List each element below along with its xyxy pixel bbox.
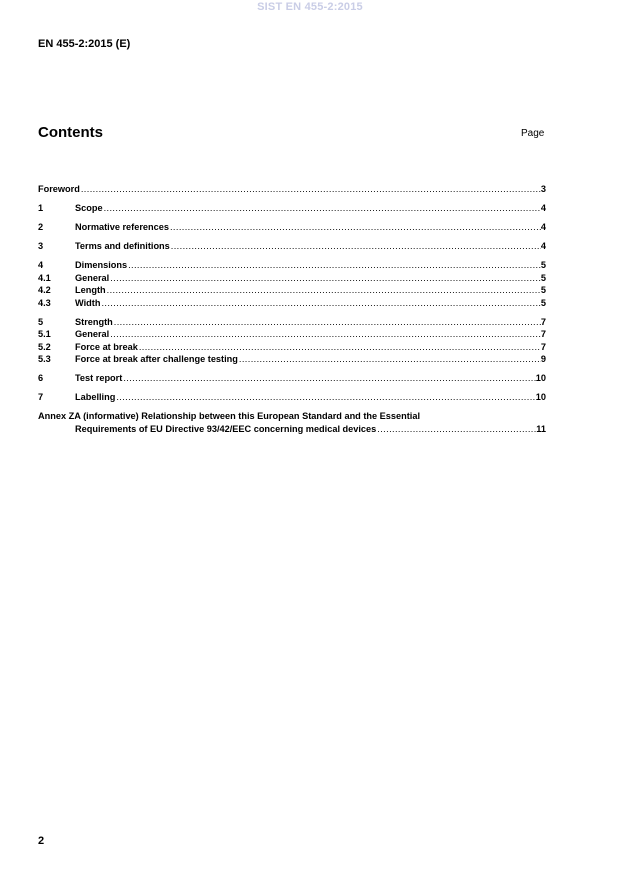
toc-entry-page: 5 [540,285,546,295]
toc-entry-scope[interactable] [38,202,546,215]
toc-entry-length[interactable] [38,284,546,297]
toc-entry-width[interactable] [38,297,546,310]
toc-entry-number: 5.1 [38,329,51,339]
toc-entry-page: 7 [540,329,546,339]
leader-dots [110,272,541,285]
toc-entry-title: Normative references [75,222,169,232]
leader-dots [114,316,541,329]
annex-line-1 [38,410,546,423]
toc-entry-title: Force at break [75,341,138,352]
toc-entry-terms-and-definitions[interactable] [38,240,546,253]
leader-dots [104,202,541,215]
toc-entry-number: 4.2 [38,285,51,295]
leader-dots [107,284,541,297]
document-id: EN 455-2:2015 (E) [38,38,131,50]
toc-entry-title: Length [75,285,106,295]
toc-entry-title: Strength [75,316,113,327]
toc-entry-number: 3 [38,241,44,251]
leader-dots [377,423,536,436]
toc-entry-strength[interactable] [38,316,546,329]
toc-entry-title: General [75,272,110,283]
toc-entry-title: Dimensions [75,260,128,270]
annex-title-line1: Annex ZA (informative) Relationship between this European Standard and the Essential [38,411,421,421]
toc-entry-title: Foreword [38,184,80,194]
contents-heading: Contents [38,124,103,141]
leader-dots [116,391,535,404]
page-column-label: Page [521,128,545,139]
toc-entry-foreword[interactable] [38,183,546,196]
toc-entry-page: 5 [540,272,546,283]
toc-entry-number: 4 [38,260,44,270]
page-number: 2 [38,835,45,847]
toc-entry-strength-general[interactable] [38,328,546,341]
toc-entry-title: Scope [75,203,103,213]
toc-entry-title: Labelling [75,392,116,402]
leader-dots [170,221,541,234]
toc-entry-test-report[interactable] [38,372,546,385]
toc-entry-number: 2 [38,222,44,232]
leader-dots [171,240,541,253]
toc-entry-annex-za[interactable] [38,410,546,435]
toc-entry-page: 7 [540,341,546,352]
annex-line-2 [38,423,546,436]
toc-entry-number: 4.3 [38,297,51,308]
toc-entry-page: 5 [540,297,546,308]
toc-entry-page: 10 [535,392,546,402]
leader-dots [81,183,541,196]
toc-entry-title: Width [75,297,101,308]
toc-entry-number: 5.3 [38,354,51,364]
toc-entry-title: General [75,329,110,339]
toc-entry-title: Force at break after challenge testing [75,354,238,364]
watermark: SIST EN 455-2:2015 [257,1,363,13]
toc-entry-number: 1 [38,203,44,213]
toc-entry-number: 7 [38,392,44,402]
toc-entry-number: 4.1 [38,272,51,283]
toc-entry-page: 7 [540,316,546,327]
toc-entry-number: 5.2 [38,341,51,352]
toc-entry-dimensions[interactable] [38,259,546,272]
annex-title-line2: Requirements of EU Directive 93/42/EEC concerning medical devices [75,423,377,434]
toc-entry-number: 5 [38,316,44,327]
toc-entry-page: 5 [540,260,546,270]
toc-entry-labelling[interactable] [38,391,546,404]
toc-entry-page: 4 [540,203,546,213]
leader-dots [110,328,541,341]
table-of-contents [38,183,546,435]
toc-entry-page: 4 [540,241,546,251]
toc-entry-page: 11 [536,423,546,434]
leader-dots [123,372,535,385]
toc-entry-general[interactable] [38,272,546,285]
leader-dots [101,297,540,310]
toc-entry-force-after-challenge[interactable] [38,353,546,366]
leader-dots [139,341,541,354]
toc-entry-page: 3 [540,184,546,194]
leader-dots [128,259,541,272]
leader-dots [239,353,541,366]
toc-entry-force-at-break[interactable] [38,341,546,354]
toc-entry-page: 4 [540,222,546,232]
toc-entry-number: 6 [38,373,44,383]
toc-entry-title: Test report [75,373,123,383]
toc-entry-page: 9 [540,354,546,364]
toc-entry-page: 10 [535,373,546,383]
toc-entry-normative-references[interactable] [38,221,546,234]
toc-entry-title: Terms and definitions [75,241,170,251]
